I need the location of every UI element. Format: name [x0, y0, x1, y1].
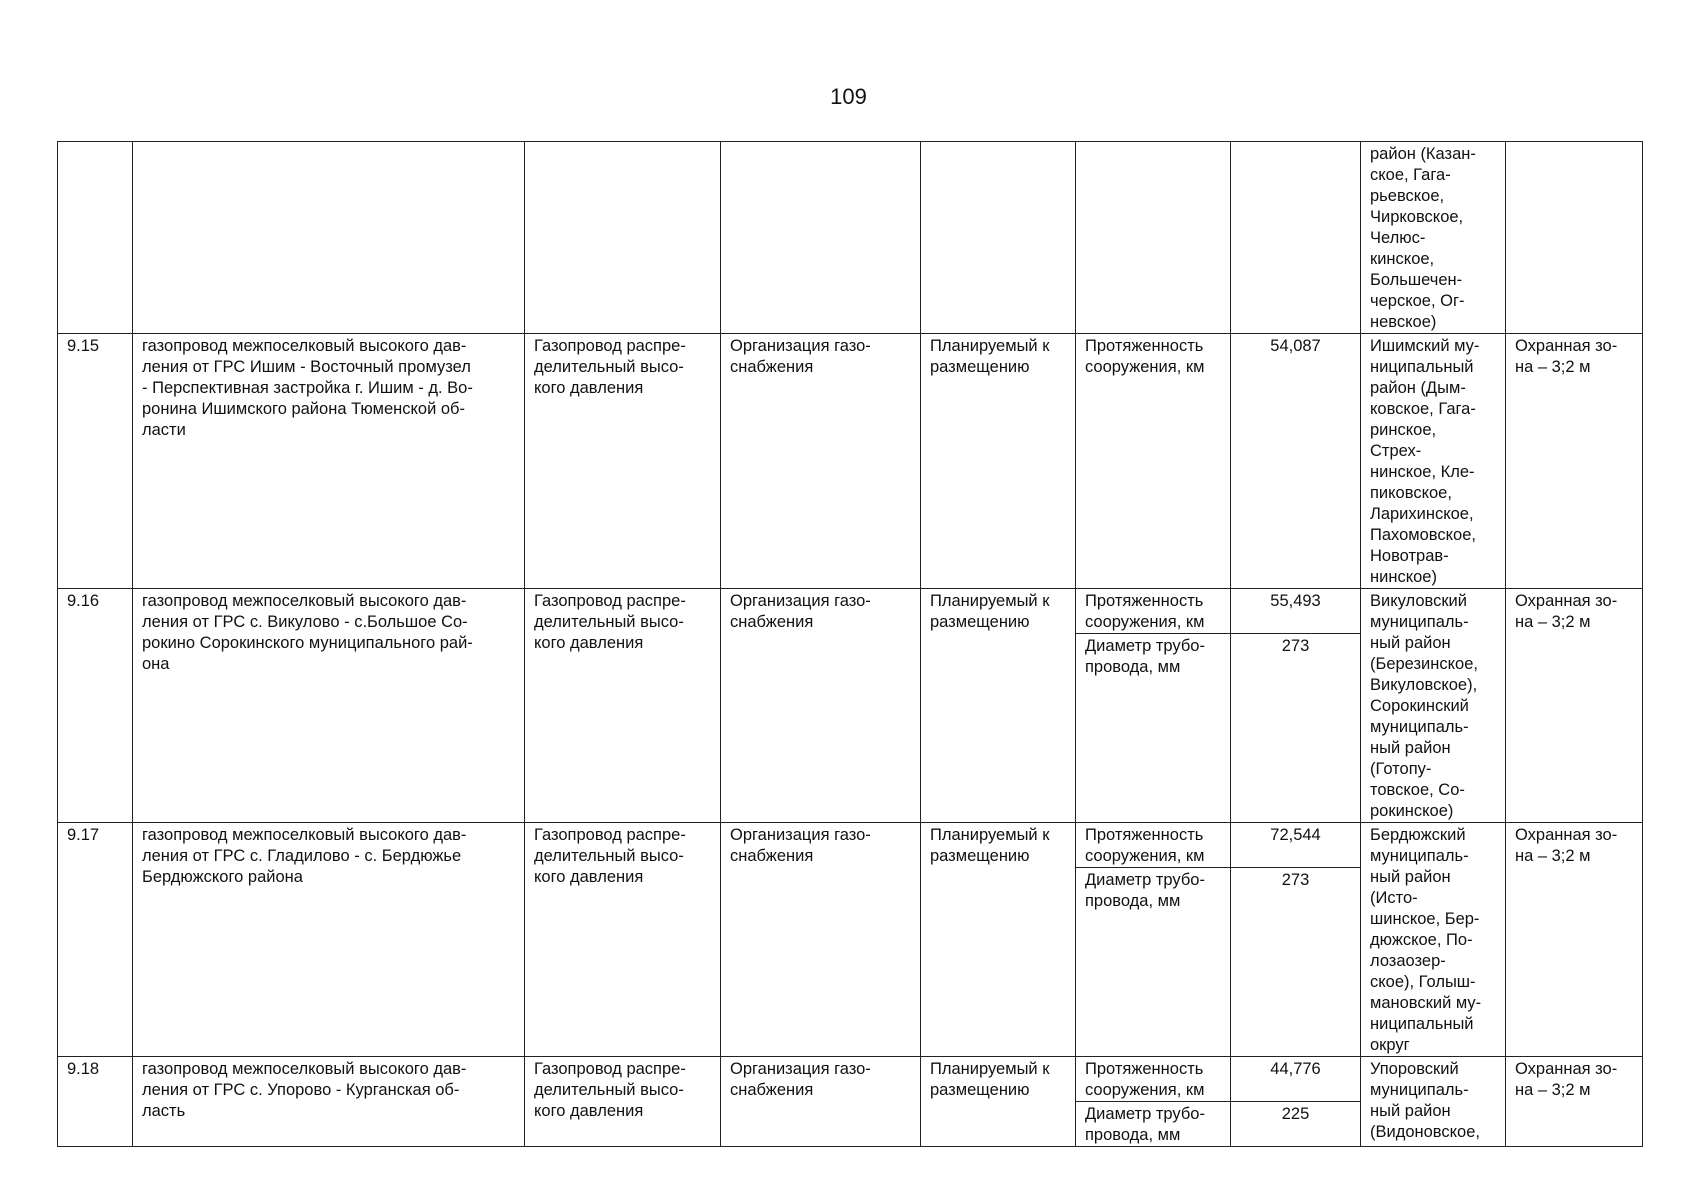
- parameter-value: 54,087: [1270, 337, 1321, 355]
- cell-name: [133, 1057, 525, 1147]
- cell-name-line: ления от ГРС Ишим - Восточный промузел: [142, 358, 471, 376]
- document-table: [57, 141, 1643, 1147]
- cell-purpose: [721, 334, 921, 589]
- parameter-name-line: Протяженность: [1085, 337, 1204, 355]
- cell-purpose-line: снабжения: [730, 358, 814, 376]
- cell-status-line: размещению: [930, 1081, 1030, 1099]
- cell-parameters: [1076, 1057, 1361, 1147]
- parameter-value: 44,776: [1270, 1060, 1321, 1078]
- cell-purpose-line: снабжения: [730, 847, 814, 865]
- cell-kind: [525, 334, 721, 589]
- cell-territory-line: Челюс-: [1370, 229, 1426, 247]
- cell-purpose-line: Организация газо-: [730, 826, 871, 844]
- parameter-name: [1076, 868, 1231, 1056]
- cell-purpose-line: Организация газо-: [730, 592, 871, 610]
- parameter-name-line: Протяженность: [1085, 826, 1204, 844]
- cell-territory-line: нинское): [1370, 568, 1437, 586]
- cell-status-line: Планируемый к: [930, 826, 1050, 844]
- cell-zone-line: Охранная зо-: [1515, 337, 1618, 355]
- cell-territory-line: округ: [1370, 1036, 1410, 1054]
- cell-territory-line: Упоровский: [1370, 1060, 1459, 1078]
- parameter-name: [1076, 1102, 1231, 1146]
- cell-territory-line: ный район: [1370, 739, 1451, 757]
- cell-territory-line: Чирковское,: [1370, 208, 1464, 226]
- cell-territory-line: (Готопу-: [1370, 760, 1432, 778]
- cell-territory-line: кинское,: [1370, 250, 1435, 268]
- cell-purpose-line: снабжения: [730, 1081, 814, 1099]
- cell-territory-line: пиковское,: [1370, 484, 1452, 502]
- cell-territory-line: муниципаль-: [1370, 613, 1469, 631]
- cell-territory-line: невское): [1370, 313, 1437, 331]
- cell-kind-line: делительный высо-: [534, 358, 684, 376]
- table-row: [58, 823, 1643, 1057]
- parameter-row: [1076, 823, 1360, 868]
- cell-kind: [525, 1057, 721, 1147]
- cell-id: 9.16: [58, 589, 133, 823]
- cell-name-line: газопровод межпоселковый высокого дав-: [142, 826, 467, 844]
- cell-territory-line: мановский му-: [1370, 994, 1482, 1012]
- cell-territory-line: ный район: [1370, 634, 1451, 652]
- cell-status: [921, 142, 1076, 334]
- cell-zone-line: Охранная зо-: [1515, 1060, 1618, 1078]
- cell-territory-line: дюжское, По-: [1370, 931, 1473, 949]
- cell-zone: [1506, 1057, 1643, 1147]
- cell-territory-line: Викуловский: [1370, 592, 1467, 610]
- cell-name-line: ления от ГРС с. Гладилово - с. Бердюжье: [142, 847, 462, 865]
- parameter-name: [1076, 589, 1231, 633]
- cell-territory: [1361, 1057, 1506, 1147]
- cell-zone-line: на – 3;2 м: [1515, 847, 1591, 865]
- parameter-row: [1076, 589, 1360, 634]
- cell-territory-line: ниципальный: [1370, 1015, 1474, 1033]
- cell-zone: [1506, 823, 1643, 1057]
- cell-territory-line: (Березинское,: [1370, 655, 1478, 673]
- parameter-value: 55,493: [1270, 592, 1321, 610]
- cell-parameters: [1076, 589, 1361, 823]
- cell-territory-line: черское, Ог-: [1370, 292, 1465, 310]
- parameter-name-line: провода, мм: [1085, 892, 1181, 910]
- cell-kind: [525, 142, 721, 334]
- cell-territory-line: ринское,: [1370, 421, 1437, 439]
- cell-territory-line: шинское, Бер-: [1370, 910, 1480, 928]
- cell-territory-line: нинское, Кле-: [1370, 463, 1475, 481]
- parameter-name: [1076, 334, 1231, 588]
- parameter-name-line: Диаметр трубо-: [1085, 871, 1205, 889]
- parameter-name-line: провода, мм: [1085, 1126, 1181, 1144]
- table-body: [58, 142, 1643, 1147]
- cell-name-line: - Перспективная застройка г. Ишим - д. Во-: [142, 379, 473, 397]
- cell-territory-line: лозаозер-: [1370, 952, 1446, 970]
- cell-status-line: Планируемый к: [930, 1060, 1050, 1078]
- cell-territory-line: ный район: [1370, 1102, 1451, 1120]
- cell-name-line: ронина Ишимского района Тюменской об-: [142, 400, 466, 418]
- cell-territory: [1361, 142, 1506, 334]
- cell-name-line: газопровод межпоселковый высокого дав-: [142, 592, 467, 610]
- parameter-name-line: Диаметр трубо-: [1085, 1105, 1205, 1123]
- cell-status: [921, 823, 1076, 1057]
- cell-name: [133, 589, 525, 823]
- cell-zone: [1506, 589, 1643, 823]
- cell-territory-line: муниципаль-: [1370, 1081, 1469, 1099]
- cell-name-line: ласти: [142, 421, 186, 439]
- parameter-name: [1076, 1057, 1231, 1101]
- cell-purpose: [721, 823, 921, 1057]
- cell-status-line: размещению: [930, 358, 1030, 376]
- cell-territory-line: Ларихинское,: [1370, 505, 1474, 523]
- cell-territory-line: товское, Со-: [1370, 781, 1465, 799]
- cell-parameters: [1076, 334, 1361, 589]
- cell-territory-line: Стрех-: [1370, 442, 1422, 460]
- parameter-row: [1076, 1102, 1360, 1146]
- cell-kind-line: делительный высо-: [534, 613, 684, 631]
- parameter-name-line: сооружения, км: [1085, 847, 1205, 865]
- cell-zone: [1506, 142, 1643, 334]
- cell-id: 9.15: [58, 334, 133, 589]
- cell-zone-line: Охранная зо-: [1515, 592, 1618, 610]
- cell-status-line: Планируемый к: [930, 592, 1050, 610]
- cell-status-line: размещению: [930, 847, 1030, 865]
- cell-territory-line: Викуловское),: [1370, 676, 1478, 694]
- cell-kind-line: Газопровод распре-: [534, 1060, 686, 1078]
- cell-purpose-line: снабжения: [730, 613, 814, 631]
- cell-territory: [1361, 334, 1506, 589]
- cell-param-name: [1076, 142, 1231, 334]
- cell-status: [921, 1057, 1076, 1147]
- cell-purpose-line: Организация газо-: [730, 337, 871, 355]
- cell-kind-line: Газопровод распре-: [534, 826, 686, 844]
- cell-zone-line: на – 3;2 м: [1515, 1081, 1591, 1099]
- cell-purpose-line: Организация газо-: [730, 1060, 871, 1078]
- page-number: 109: [830, 84, 867, 109]
- parameter-name: [1076, 823, 1231, 867]
- cell-territory-line: муниципаль-: [1370, 847, 1469, 865]
- cell-zone: [1506, 334, 1643, 589]
- cell-territory-line: район (Дым-: [1370, 379, 1466, 397]
- cell-kind: [525, 823, 721, 1057]
- cell-purpose: [721, 589, 921, 823]
- table-row: [58, 1057, 1643, 1147]
- cell-territory-line: Пахомовское,: [1370, 526, 1476, 544]
- cell-name-line: Бердюжского района: [142, 868, 303, 886]
- cell-kind-line: кого давления: [534, 379, 644, 397]
- cell-name-line: она: [142, 655, 170, 673]
- cell-territory-line: ское), Голыш-: [1370, 973, 1476, 991]
- cell-name-line: рокино Сорокинского муниципального рай-: [142, 634, 473, 652]
- cell-territory: [1361, 589, 1506, 823]
- cell-kind-line: кого давления: [534, 634, 644, 652]
- cell-territory-line: муниципаль-: [1370, 718, 1469, 736]
- cell-name-line: ласть: [142, 1102, 186, 1120]
- parameter-row: [1076, 634, 1360, 822]
- cell-kind-line: делительный высо-: [534, 847, 684, 865]
- cell-territory-line: ниципальный: [1370, 358, 1474, 376]
- cell-kind: [525, 589, 721, 823]
- cell-territory-line: Сорокинский: [1370, 697, 1469, 715]
- parameter-row: [1076, 1057, 1360, 1102]
- cell-id: 9.18: [58, 1057, 133, 1147]
- cell-name-line: ления от ГРС с. Викулово - с.Большое Со-: [142, 613, 468, 631]
- cell-kind-line: делительный высо-: [534, 1081, 684, 1099]
- parameter-value: 273: [1281, 871, 1310, 889]
- cell-territory-line: Новотрав-: [1370, 547, 1449, 565]
- cell-kind-line: Газопровод распре-: [534, 337, 686, 355]
- cell-purpose: [721, 142, 921, 334]
- parameter-value: 225: [1281, 1105, 1310, 1123]
- cell-id: 9.17: [58, 823, 133, 1057]
- parameter-name-line: сооружения, км: [1085, 613, 1205, 631]
- parameter-name-line: провода, мм: [1085, 658, 1181, 676]
- cell-territory-line: (Исто-: [1370, 889, 1418, 907]
- parameter-name-line: Диаметр трубо-: [1085, 637, 1205, 655]
- cell-territory-line: ское, Гага-: [1370, 166, 1451, 184]
- parameter-name-line: Протяженность: [1085, 1060, 1204, 1078]
- cell-territory-line: Бердюжский: [1370, 826, 1466, 844]
- cell-zone-line: Охранная зо-: [1515, 826, 1618, 844]
- cell-kind-line: Газопровод распре-: [534, 592, 686, 610]
- parameter-name-line: сооружения, км: [1085, 358, 1205, 376]
- cell-name: [133, 334, 525, 589]
- cell-territory-line: (Видоновское,: [1370, 1123, 1480, 1141]
- cell-name-line: газопровод межпоселковый высокого дав-: [142, 337, 467, 355]
- parameter-name-line: сооружения, км: [1085, 1081, 1205, 1099]
- cell-status-line: Планируемый к: [930, 337, 1050, 355]
- table-row: [58, 589, 1643, 823]
- table-row-continuation: [58, 142, 1643, 334]
- cell-territory-line: ковское, Гага-: [1370, 400, 1476, 418]
- cell-name: [133, 142, 525, 334]
- cell-territory-line: рокинское): [1370, 802, 1454, 820]
- cell-territory-line: Ишимский му-: [1370, 337, 1480, 355]
- cell-status-line: размещению: [930, 613, 1030, 631]
- parameter-row: [1076, 334, 1360, 588]
- cell-zone-line: на – 3;2 м: [1515, 358, 1591, 376]
- cell-name-line: газопровод межпоселковый высокого дав-: [142, 1060, 467, 1078]
- cell-param-value: [1231, 142, 1361, 334]
- parameter-name: [1076, 634, 1231, 822]
- cell-territory: [1361, 823, 1506, 1057]
- cell-parameters: [1076, 823, 1361, 1057]
- cell-zone-line: на – 3;2 м: [1515, 613, 1591, 631]
- cell-id: [58, 142, 133, 334]
- parameter-value: 72,544: [1270, 826, 1321, 844]
- cell-name: [133, 823, 525, 1057]
- cell-territory-line: рьевское,: [1370, 187, 1445, 205]
- cell-territory-line: Большечен-: [1370, 271, 1463, 289]
- cell-status: [921, 334, 1076, 589]
- parameter-row: [1076, 868, 1360, 1056]
- cell-territory-line: ный район: [1370, 868, 1451, 886]
- cell-name-line: ления от ГРС с. Упорово - Курганская об-: [142, 1081, 460, 1099]
- parameter-value: 273: [1281, 637, 1310, 655]
- cell-purpose: [721, 1057, 921, 1147]
- cell-kind-line: кого давления: [534, 1102, 644, 1120]
- cell-status: [921, 589, 1076, 823]
- cell-kind-line: кого давления: [534, 868, 644, 886]
- cell-territory-line: район (Казан-: [1370, 145, 1476, 163]
- table-row: [58, 334, 1643, 589]
- parameter-name-line: Протяженность: [1085, 592, 1204, 610]
